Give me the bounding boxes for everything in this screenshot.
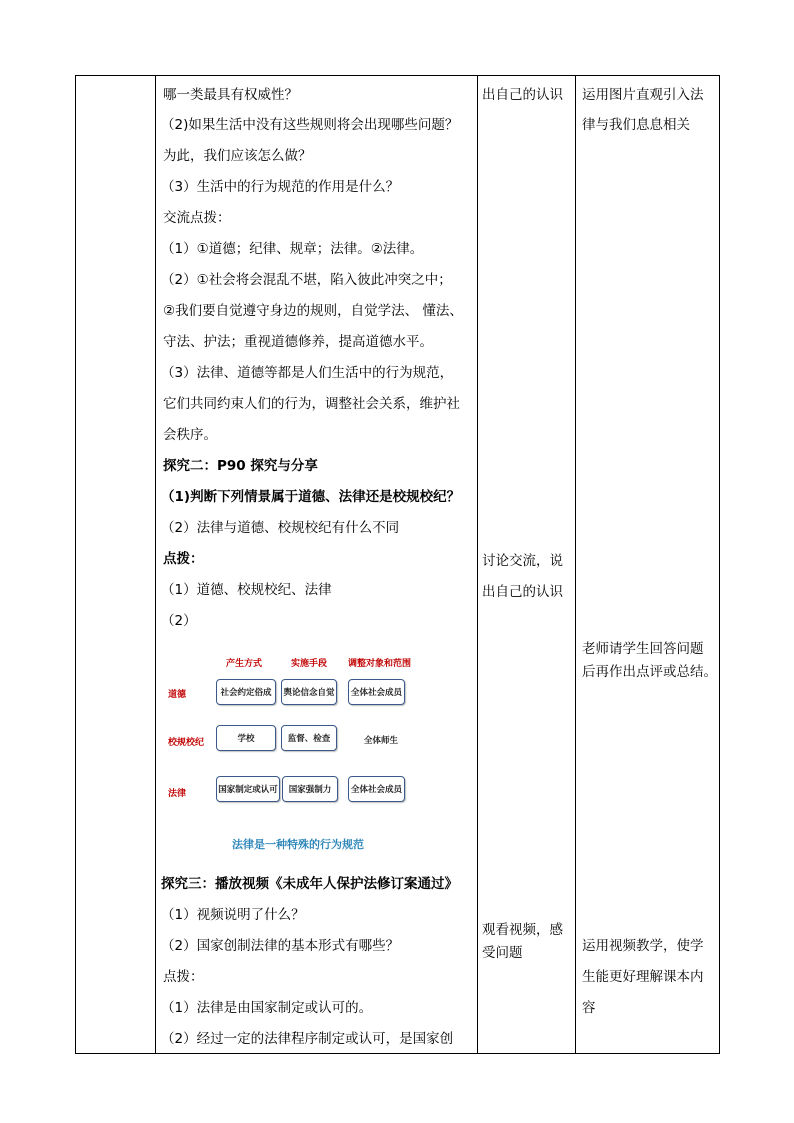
diagram-box: 舆论信念自觉 [281, 679, 337, 705]
section-heading: 探究二：P90 探究与分享 [163, 458, 318, 474]
content-line: （2）①社会将会混乱不堪，陷入彼此冲突之中； [161, 272, 452, 288]
diagram-header: 实施手段 [291, 659, 328, 669]
diagram-row-label: 校规校纪 [168, 738, 205, 748]
intent-line: 运用图片直观引入法 [582, 87, 704, 103]
content-line: （1）①道德；纪律、规章；法律。②法律。 [161, 241, 424, 257]
content-line: （1）道德、校规校纪、法律 [161, 582, 332, 598]
activity-line: 出自己的认识 [482, 87, 563, 103]
content-line: 会秩序。 [163, 427, 217, 443]
comparison-diagram [160, 648, 460, 858]
content-line: （2）国家创制法律的基本形式有哪些？ [161, 938, 400, 954]
content-line: （1)判断下列情景属于道德、法律还是校规校纪？ [161, 489, 461, 505]
activity-line: 观看视频，感 [482, 922, 563, 938]
content-line: 为此，我们应该怎么做？ [163, 148, 312, 164]
intent-line: 运用视频教学，使学 [582, 938, 704, 954]
content-line: （2)如果生活中没有这些规则将会出现哪些问题？ [161, 117, 459, 133]
content-line: 它们共同约束人们的行为，调整社会关系，维护社 [163, 396, 460, 412]
diagram-box: 全体社会成员 [348, 776, 405, 802]
content-line: （2） [161, 613, 197, 629]
activity-line: 讨论交流，说 [482, 553, 563, 569]
diagram-box: 全体社会成员 [348, 679, 405, 705]
diagram-text: 全体师生 [364, 736, 399, 746]
column-divider [477, 76, 478, 1053]
diagram-box: 国家强制力 [282, 776, 338, 802]
column-divider [155, 76, 156, 1053]
content-line: （3）生活中的行为规范的作用是什么？ [161, 179, 400, 195]
intent-line: 生能更好理解课本内 [582, 969, 704, 985]
intent-line: 容 [582, 1000, 596, 1016]
diagram-box: 监督、检查 [281, 725, 337, 751]
diagram-header: 调整对象和范围 [348, 659, 412, 669]
content-line: （2）经过一定的法律程序制定或认可，是国家创 [161, 1031, 454, 1047]
diagram-box: 学校 [216, 725, 276, 751]
diagram-box: 国家制定或认可 [216, 776, 280, 802]
diagram-row-label: 法律 [168, 789, 187, 799]
content-line: （3）法律、道德等都是人们生活中的行为规范， [161, 365, 454, 381]
content-line: （2）法律与道德、校规校纪有什么不同 [161, 520, 400, 536]
content-line: 点拨： [163, 969, 204, 985]
activity-line: 受问题 [482, 945, 523, 961]
diagram-box: 社会约定俗成 [216, 679, 276, 705]
content-line: （1）法律是由国家制定或认可的。 [161, 1000, 373, 1016]
diagram-row-label: 道德 [168, 690, 187, 700]
diagram-caption: 法律是一种特殊的行为规范 [232, 838, 364, 851]
diagram-header: 产生方式 [226, 659, 263, 669]
intent-line: 后再作出点评或总结。 [582, 664, 717, 680]
content-line: ②我们要自觉遵守身边的规则，自觉学法、 懂法、 [163, 303, 463, 319]
content-line: 点拨： [163, 551, 204, 567]
content-line: 交流点拨： [163, 210, 231, 226]
content-line: 哪一类最具有权威性？ [163, 87, 298, 103]
activity-line: 出自己的认识 [482, 584, 563, 600]
intent-line: 老师请学生回答问题 [582, 641, 704, 657]
column-divider [575, 76, 576, 1053]
intent-line: 律与我们息息相关 [582, 117, 690, 133]
content-line: （1）视频说明了什么？ [161, 907, 305, 923]
section-heading: 探究三：播放视频《未成年人保护法修订案通过》 [161, 876, 458, 892]
content-line: 守法、护法；重视道德修养，提高道德水平。 [163, 334, 433, 350]
